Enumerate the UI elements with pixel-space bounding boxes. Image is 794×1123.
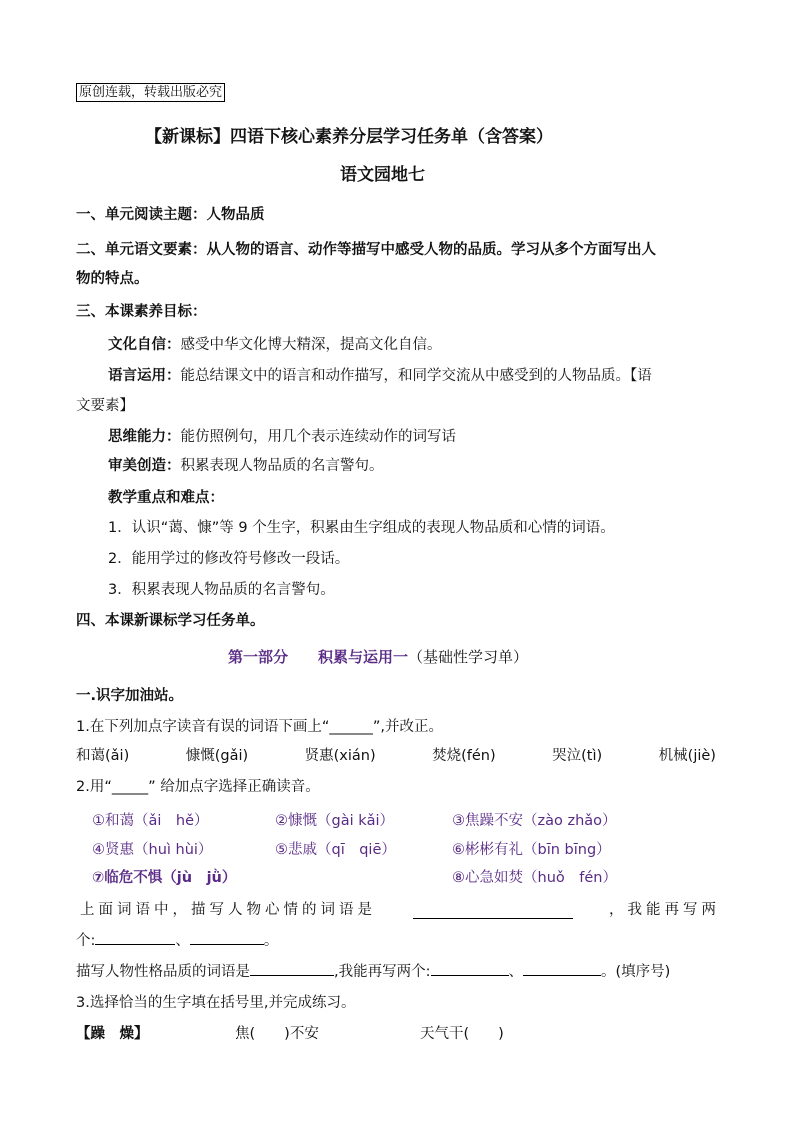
q2-follow-mood-end: 。 (263, 933, 279, 949)
q3-blank-1[interactable]: 焦( )不安 (235, 1026, 319, 1042)
goal-culture-label: 文化自信： (108, 337, 181, 353)
goal-thinking-text: 能仿照例句，用几个表示连续动作的词写话 (180, 429, 456, 445)
key-point-2: 2．能用学过的修改符号修改一段话。 (108, 551, 350, 567)
word-5: 哭泣(tì) (552, 748, 603, 764)
part-heading (228, 646, 528, 667)
q2-item-5: ⑤悲戚（qī qiē） (275, 842, 396, 858)
q2-item-8: ⑧心急如焚（huǒ fén） (452, 870, 617, 886)
q2-item-6: ⑥彬彬有礼（bīn bīng） (452, 842, 611, 858)
word-3: 贤惠(xián) (304, 748, 376, 764)
q2-item-2: ②慷慨（gài kǎi） (275, 813, 395, 829)
word-1: 和蔼(ǎi) (76, 748, 130, 764)
q2-item-4: ④贤惠（huì hùi） (92, 842, 213, 858)
q2-item-3: ③焦躁不安（zào zhǎo） (452, 813, 617, 829)
section-language-elements-line1: 二、单元语文要素：从人物的语言、动作等描写中感受人物的品质。学习从多个方面写出人 (76, 242, 656, 258)
goal-aesthetic-text: 积累表现人物品质的名言警句。 (180, 458, 384, 474)
q2-item-7: ⑦临危不惧（jù jǜ） (92, 870, 237, 886)
q2-follow-character-sep: 、 (508, 964, 523, 980)
document-title: 【新课标】四语下核心素养分层学习任务单（含答案） (145, 127, 553, 147)
word-4: 焚烧(fén) (432, 748, 496, 764)
document-subtitle: 语文园地七 (340, 165, 425, 185)
q2-mood-extra-blank-1[interactable] (95, 930, 175, 945)
goal-language-text: 能总结课文中的语言和动作描写，和同学交流从中感受到的人物品质。【语 (180, 368, 652, 384)
goal-language-text-cont: 文要素】 (76, 398, 134, 414)
goal-language (108, 364, 652, 385)
word-2: 慷慨(gǎi) (185, 748, 249, 764)
goal-aesthetic (108, 454, 384, 475)
section-literacy-goals: 三、本课素养目标： (76, 304, 207, 320)
key-point-1: 1．认识“蔼、慷”等 9 个生字，积累由生字组成的表现人物品质和心情的词语。 (108, 520, 615, 536)
goal-thinking-label: 思维能力： (108, 429, 181, 445)
q2-character-extra-blank-2[interactable] (523, 961, 601, 976)
q2-follow-character (76, 960, 670, 981)
goal-language-label: 语言运用： (108, 368, 181, 384)
q2-character-extra-blank-1[interactable] (431, 961, 509, 976)
q2-follow-character-text: 描写人物性格品质的词语是 (76, 964, 250, 980)
question-1-words (76, 744, 716, 765)
q2-follow-character-text-b: ,我能再写两个: (334, 964, 431, 980)
copyright-notice: 原创连载，转载出版必究 (76, 83, 225, 102)
q2-follow-mood-line2 (76, 929, 278, 950)
part-title: 第一部分 积累与运用一 (228, 648, 409, 666)
key-point-3: 3．积累表现人物品质的名言警句。 (108, 582, 335, 598)
q2-follow-mood-sep: 、 (175, 933, 190, 949)
key-points-heading: 教学重点和难点： (108, 490, 224, 506)
q2-follow-character-end: 。(填序号) (601, 964, 671, 980)
goal-culture (108, 333, 442, 354)
q3-blank-2[interactable]: 天气干( ) (420, 1026, 504, 1042)
q2-item-1: ①和蔼（ǎi hě） (92, 813, 209, 829)
goal-aesthetic-label: 审美创造： (108, 458, 181, 474)
q2-mood-extra-blank-2[interactable] (190, 930, 264, 945)
q2-follow-mood-text: 上面词语中，描写人物心情的词语是 (80, 902, 376, 918)
q2-character-answer-blank[interactable] (250, 961, 334, 976)
section-reading-theme: 一、单元阅读主题：人物品质 (76, 207, 265, 223)
q2-follow-mood-text-c: 个: (76, 933, 96, 949)
question-2: 2.用“_____” 给加点字选择正确读音。 (76, 779, 320, 795)
q2-follow-mood-text-b: ，我能再写两 (609, 902, 720, 918)
section-task-sheet: 四、本课新课标学习任务单。 (76, 613, 265, 629)
section-language-elements-line2: 物的特点。 (76, 271, 149, 287)
q2-follow-mood (80, 898, 720, 919)
question-1: 1.在下列加点字读音有误的词语下画上“______”,并改正。 (76, 719, 443, 735)
part-note: （基础性学习单） (408, 648, 529, 666)
question-3: 3.选择恰当的生字填在括号里,并完成练习。 (76, 995, 356, 1011)
q2-mood-answer-blank[interactable] (413, 904, 573, 919)
q3-char-options: 【躁 燥】 (76, 1026, 149, 1042)
exercise-heading: 一.识字加油站。 (76, 688, 184, 704)
goal-culture-text: 感受中华文化博大精深，提高文化自信。 (180, 337, 442, 353)
goal-thinking (108, 425, 456, 446)
word-6: 机械(jiè) (658, 748, 716, 764)
